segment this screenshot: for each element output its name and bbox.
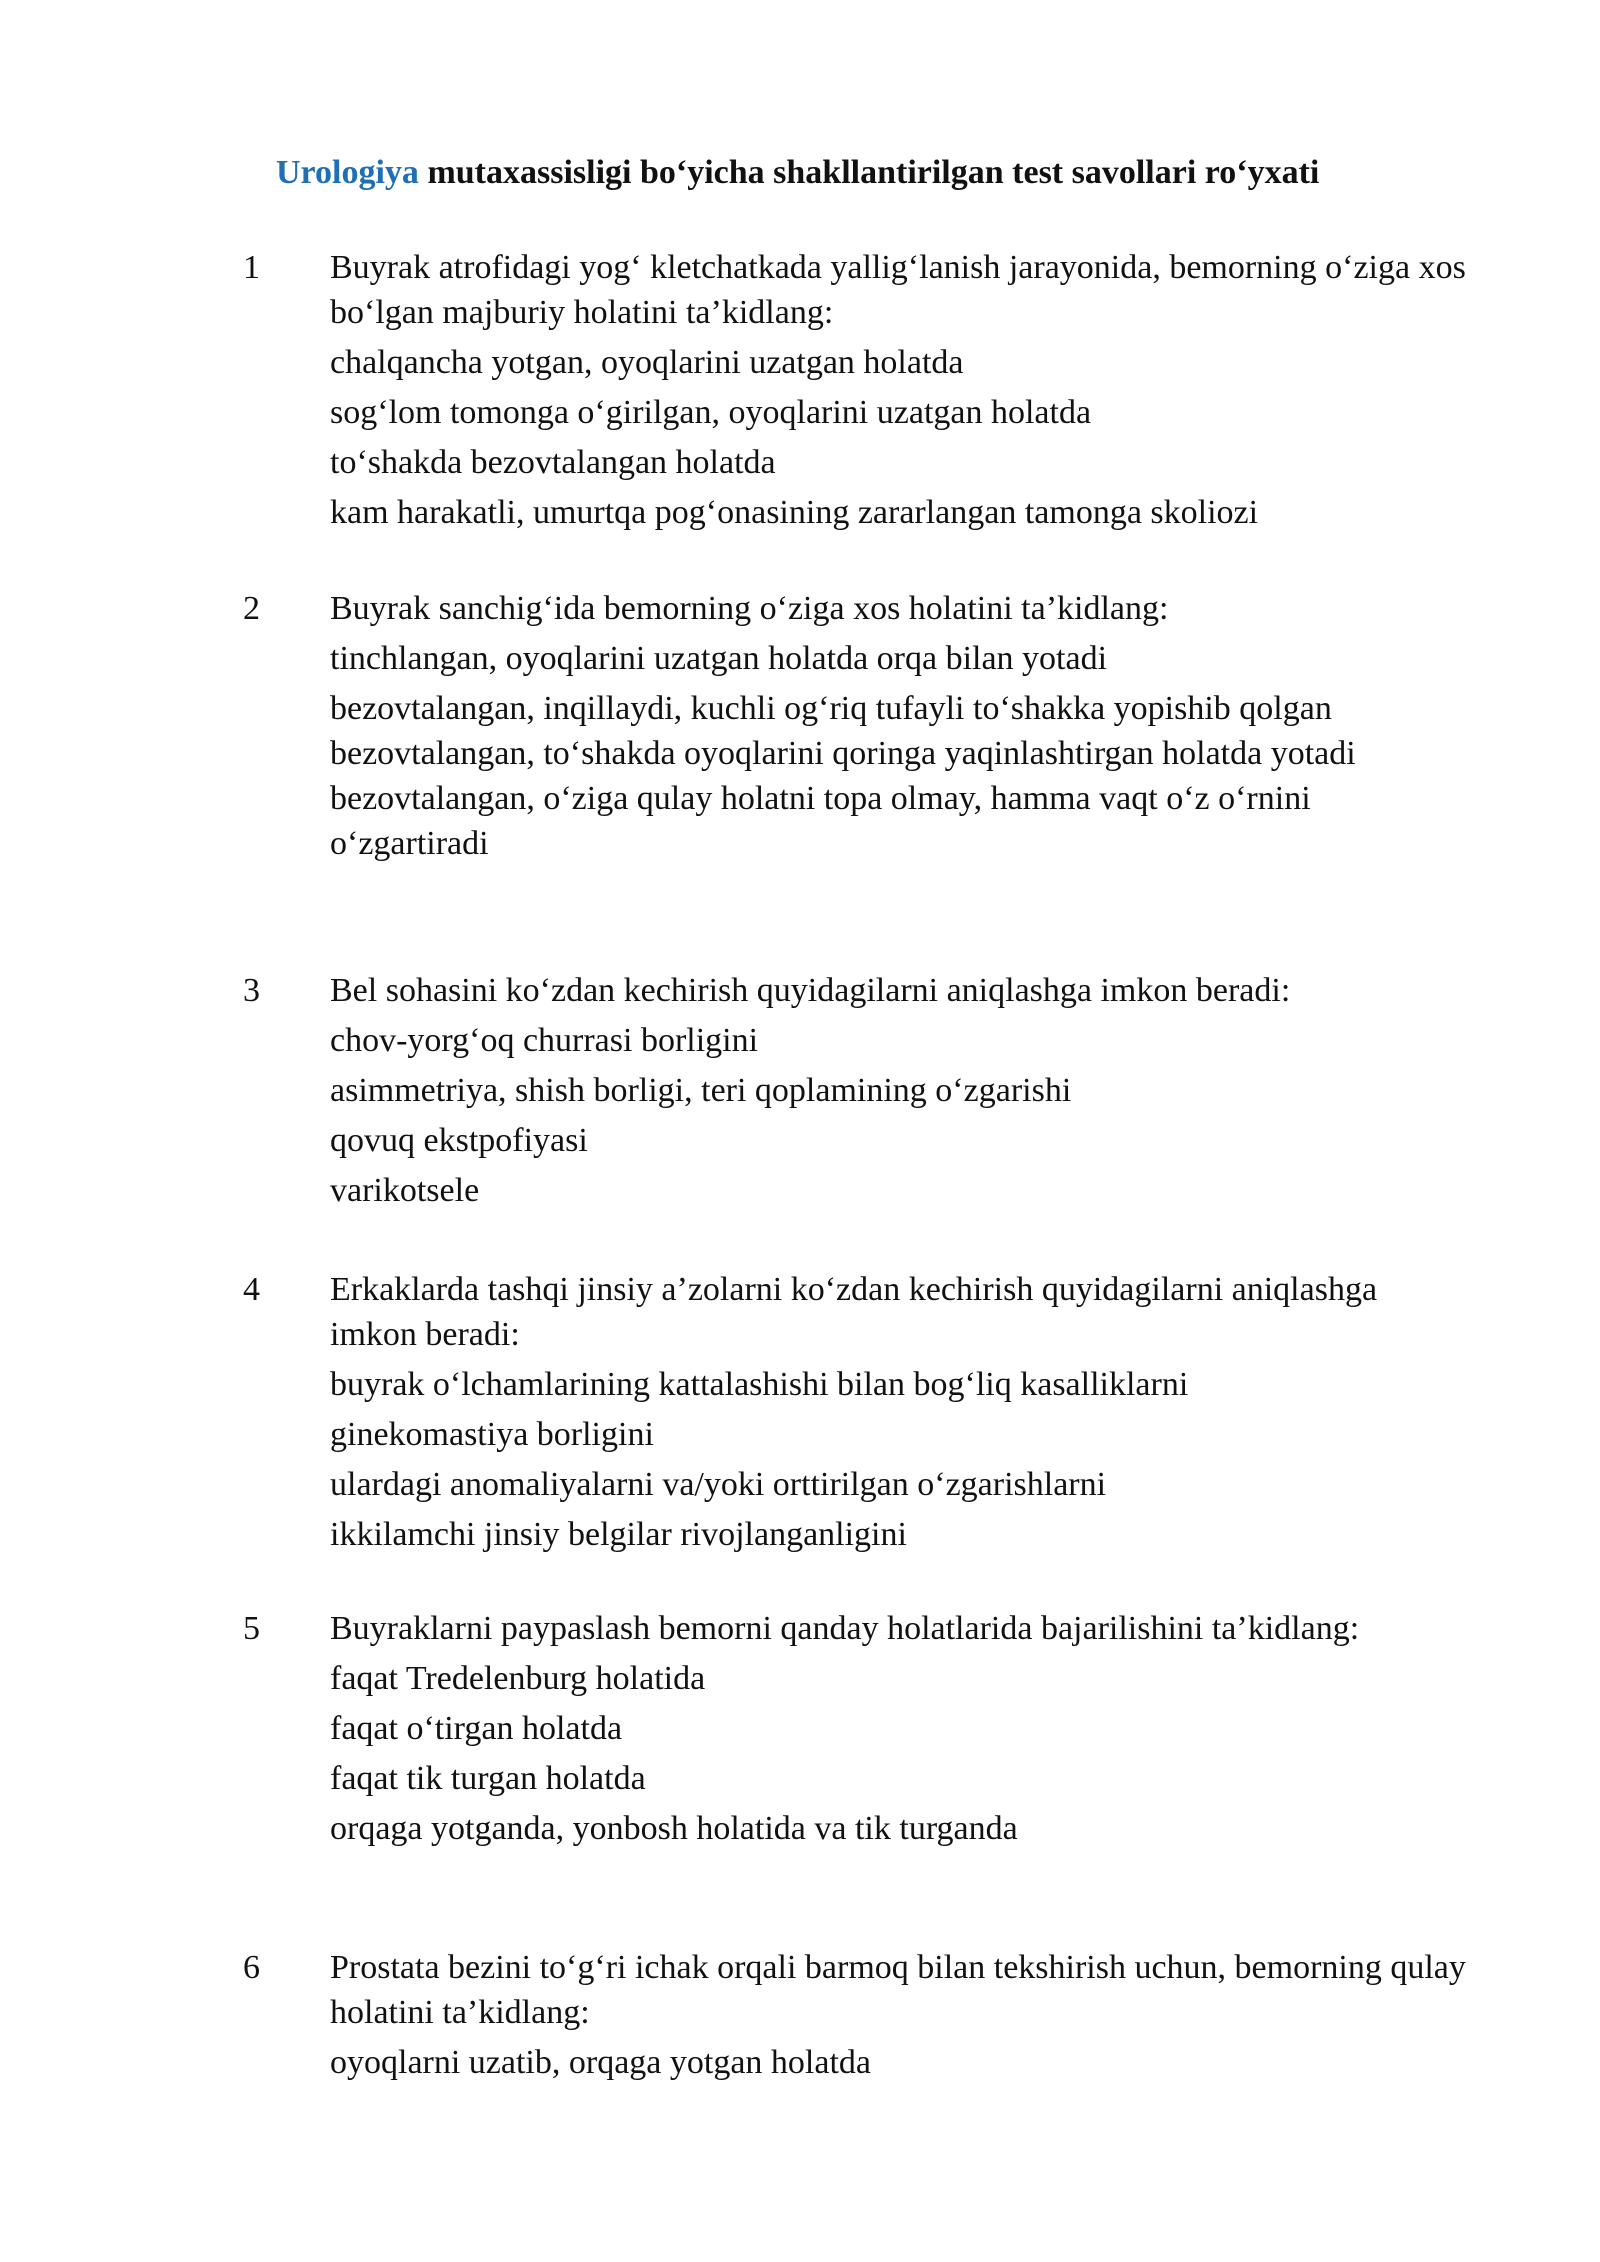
answer-option: kam harakatli, umurtqa pog‘onasining zararlangan tamonga skoliozi (330, 494, 1259, 531)
answer-option: tinchlangan, oyoqlarini uzatgan holatda orqa bilan yotadi (330, 640, 1108, 677)
question-number: 2 (243, 590, 260, 627)
title-rest: mutaxassisligi bo‘yicha shakllantirilgan test savollari ro‘yxati (418, 154, 1320, 191)
answer-option: bezovtalangan, inqillaydi, kuchli og‘riq tufayli to‘shakka yopishib qolgan (330, 690, 1332, 727)
answer-option: faqat Tredelenburg holatida (330, 1660, 706, 1697)
title-accent: Urologiya (276, 154, 419, 191)
answer-option: chalqancha yotgan, oyoqlarini uzatgan holatda (330, 344, 964, 381)
question-text: Buyraklarni paypaslash bemorni qanday holatlarida bajarilishini ta’kidlang: (330, 1610, 1360, 1647)
answer-option: faqat tik turgan holatda (330, 1760, 646, 1797)
answer-option: to‘shakda bezovtalangan holatda (330, 444, 776, 481)
question-text: Bel sohasini ko‘zdan kechirish quyidagilarni aniqlashga imkon beradi: (330, 972, 1291, 1009)
answer-option: sog‘lom tomonga o‘girilgan, oyoqlarini uzatgan holatda (330, 394, 1092, 431)
answer-option: ikkilamchi jinsiy belgilar rivojlanganligini (330, 1516, 907, 1553)
answer-option: oyoqlarni uzatib, orqaga yotgan holatda (330, 2044, 871, 2081)
question-text: Buyrak atrofidagi yog‘ kletchatkada yallig‘lanish jarayonida, bemorning o‘ziga xos bo‘lgan majburiy holatini ta’kidlang: (330, 249, 1466, 331)
answer-option: bezovtalangan, to‘shakda oyoqlarini qoringa yaqinlashtirgan holatda yotadi (330, 735, 1356, 772)
answer-option: buyrak o‘lchamlarining kattalashishi bilan bog‘liq kasalliklarni (330, 1366, 1189, 1403)
answer-option: faqat o‘tirgan holatda (330, 1710, 623, 1747)
answer-option: bezovtalangan, o‘ziga qulay holatni topa olmay, hamma vaqt o‘z o‘rnini o‘zgartiradi (330, 780, 1311, 862)
answer-option: chov-yorg‘oq churrasi borligini (330, 1022, 759, 1059)
question-number: 3 (243, 972, 260, 1009)
question-text: Prostata bezini to‘g‘ri ichak orqali barmoq bilan tekshirish uchun, bemorning qulay holatini ta’kidlang: (330, 1949, 1466, 2031)
answer-option: ginekomastiya borligini (330, 1416, 654, 1453)
question-number: 5 (243, 1610, 260, 1647)
answer-option: asimmetriya, shish borligi, teri qoplamining o‘zgarishi (330, 1072, 1072, 1109)
question-number: 4 (243, 1271, 260, 1308)
question-number: 6 (243, 1949, 260, 1986)
answer-option: orqaga yotganda, yonbosh holatida va tik turganda (330, 1810, 1018, 1847)
answer-option: varikotsele (330, 1172, 480, 1209)
question-text: Erkaklarda tashqi jinsiy a’zolarni ko‘zdan kechirish quyidagilarni aniqlashga imkon beradi: (330, 1271, 1378, 1353)
answer-option: qovuq ekstpofiyasi (330, 1122, 588, 1159)
question-number: 1 (243, 249, 260, 286)
page-title (276, 154, 1319, 192)
answer-option: ulardagi anomaliyalarni va/yoki orttirilgan o‘zgarishlarni (330, 1466, 1107, 1503)
question-text: Buyrak sanchig‘ida bemorning o‘ziga xos holatini ta’kidlang: (330, 590, 1169, 627)
